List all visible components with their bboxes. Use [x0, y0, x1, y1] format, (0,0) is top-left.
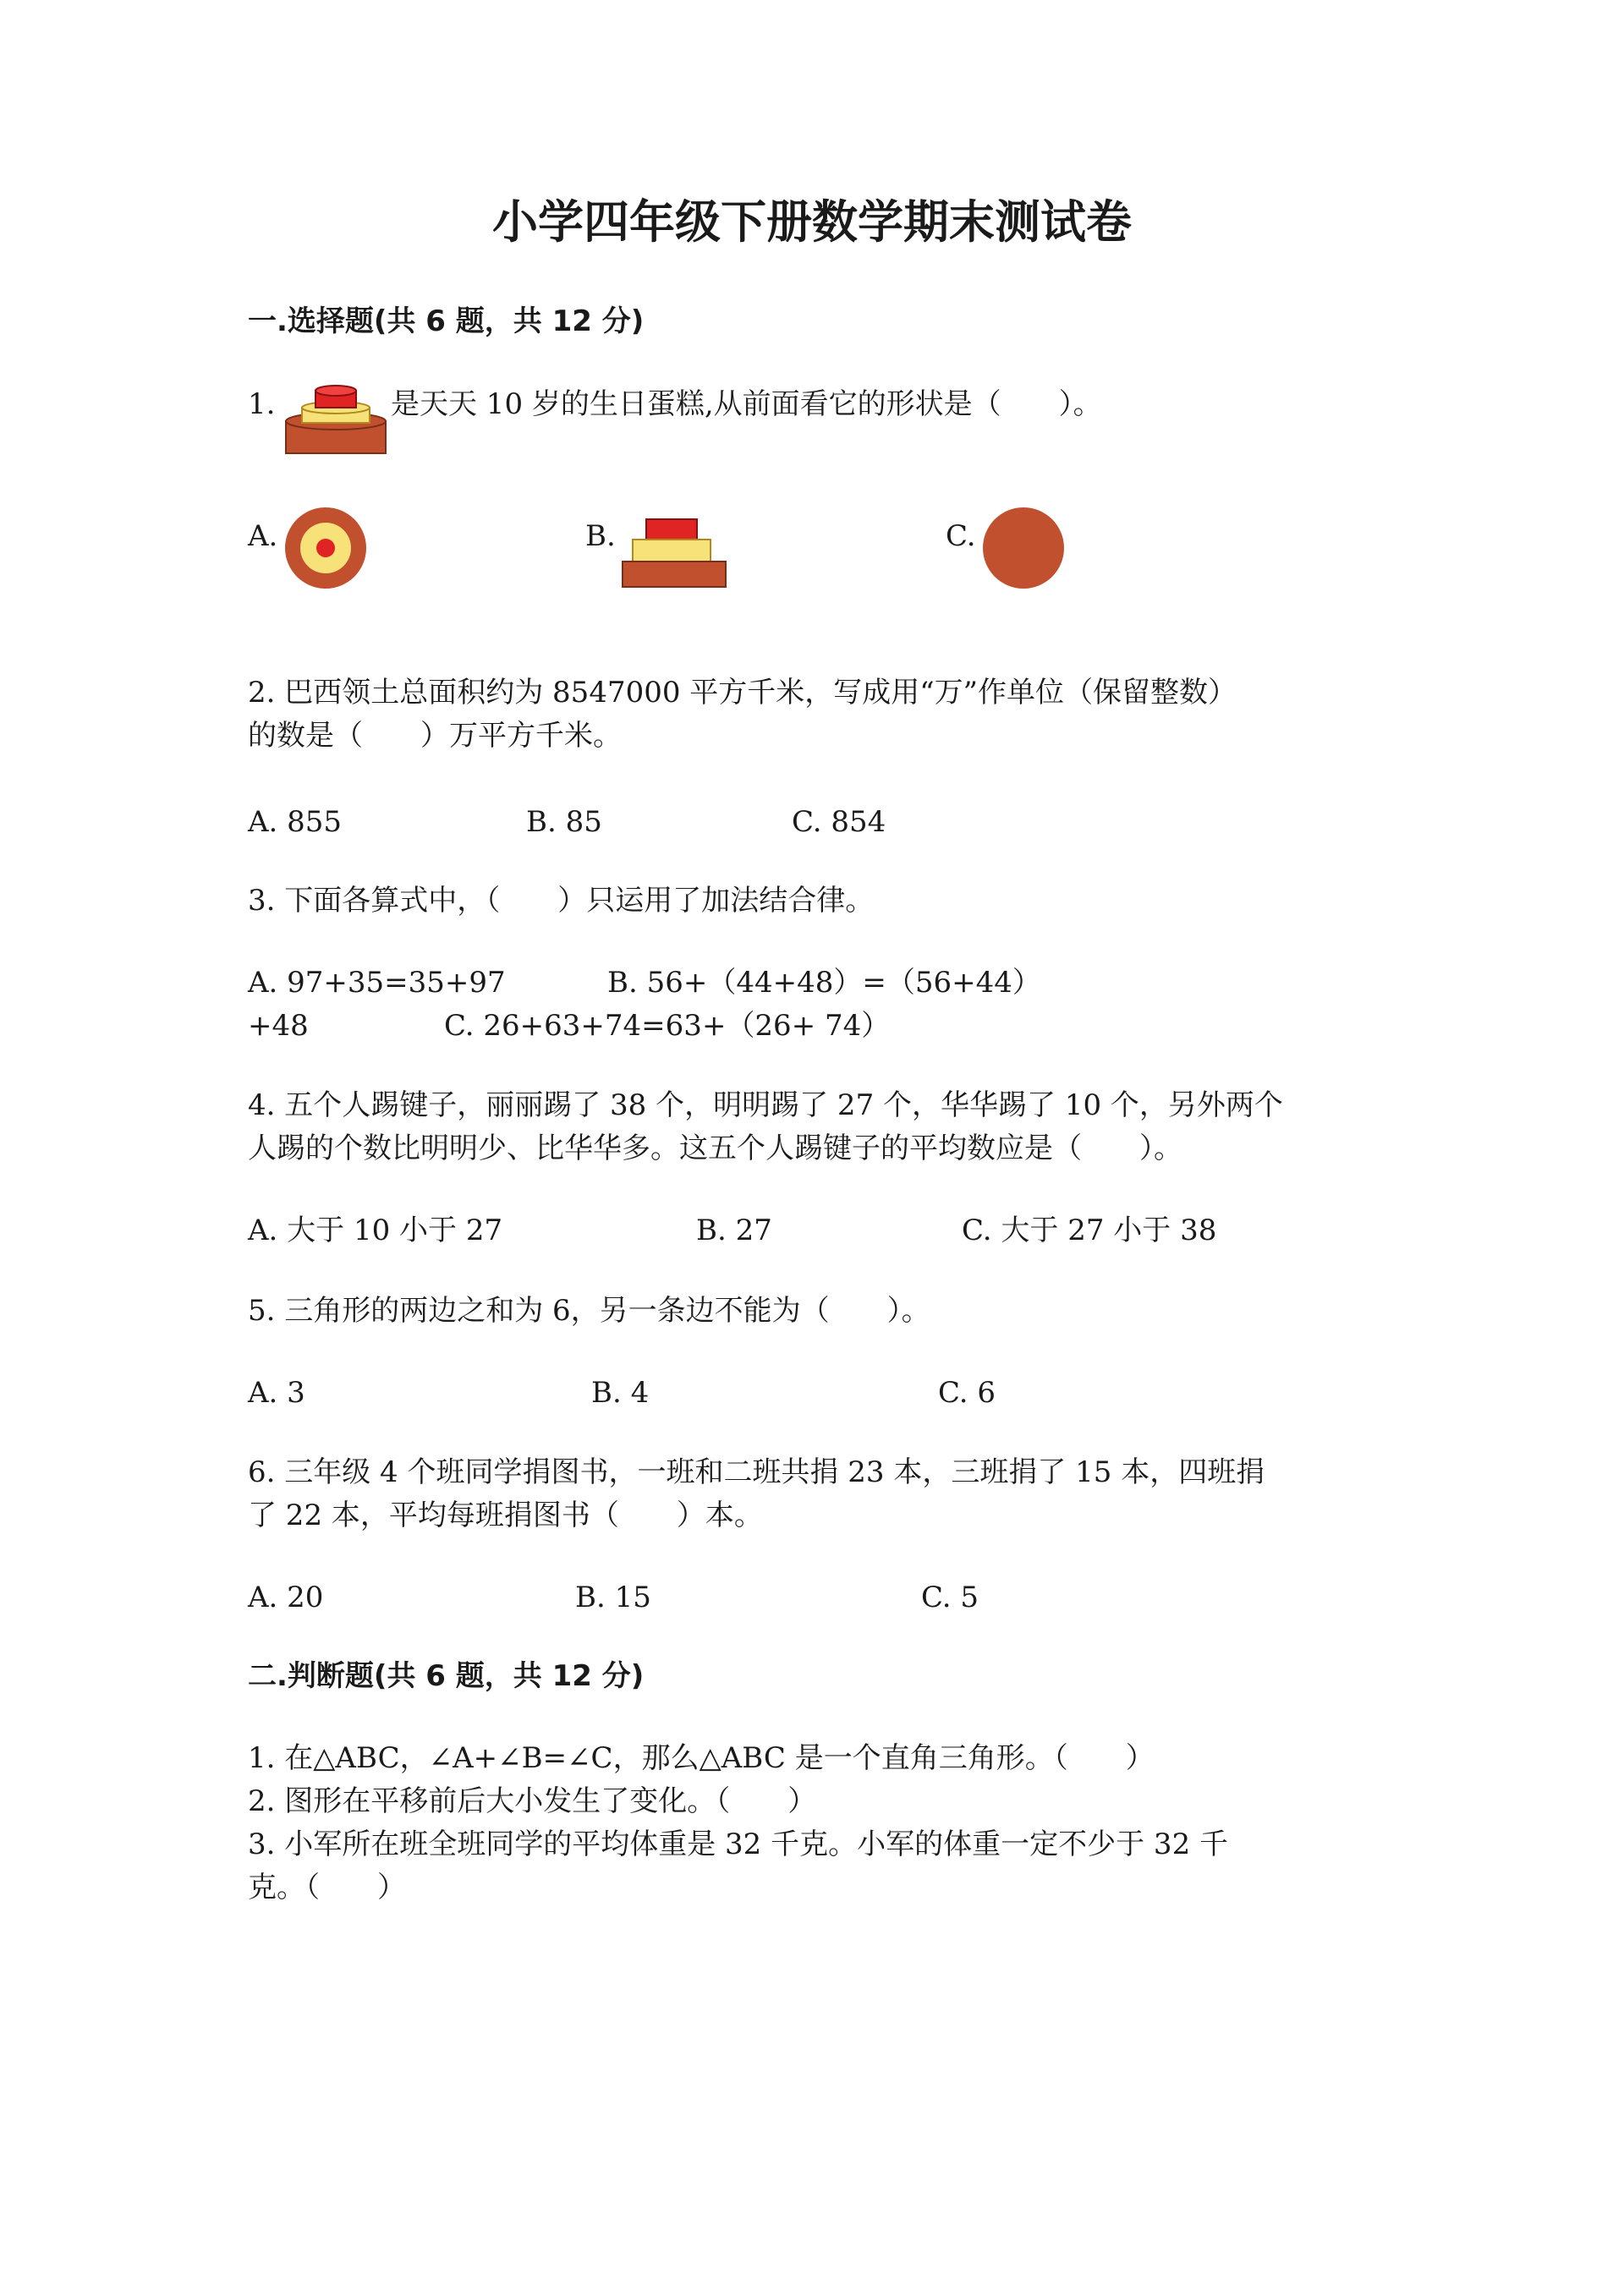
q2-option-b: B. 85 [526, 805, 602, 839]
q6-line2: 了 22 本，平均每班捐图书（ ）本。 [248, 1499, 763, 1532]
q3-option-b: B. 56+（44+48）=（56+44） [607, 966, 1041, 1000]
q1-option-a-label: A. [248, 519, 278, 553]
option-c-circle-image [981, 506, 1066, 590]
q5-line1: 5. 三角形的两边之和为 6，另一条边不能为（ ）。 [248, 1294, 930, 1328]
q2-option-c: C. 854 [792, 805, 886, 839]
q3-option-a: A. 97+35=35+97 [248, 966, 506, 1000]
q2-line2: 的数是（ ）万平方千米。 [248, 719, 622, 753]
tf-question-2: 2. 图形在平移前后大小发生了变化。（ ） [248, 1784, 817, 1818]
tf-question-3-line2: 克。（ ） [248, 1871, 406, 1904]
tf-question-3-line1: 3. 小军所在班全班同学的平均体重是 32 千克。小军的体重一定不少于 32 千 [248, 1827, 1229, 1861]
q4-option-c: C. 大于 27 小于 38 [962, 1214, 1217, 1247]
q1-option-b-label: B. [585, 519, 616, 553]
section-heading-true-false: 二.判断题(共 6 题，共 12 分) [248, 1659, 645, 1693]
q5-option-c: C. 6 [938, 1376, 996, 1410]
tf-question-1: 1. 在△ABC，∠A+∠B=∠C，那么△ABC 是一个直角三角形。（ ） [248, 1741, 1155, 1775]
q1-option-c-label: C. [946, 519, 976, 553]
q6-line1: 6. 三年级 4 个班同学捐图书，一班和二班共捐 23 本，三班捐了 15 本，四班捐 [248, 1455, 1265, 1489]
q3-option-b-continued: +48 [248, 1009, 309, 1043]
q3-option-c: C. 26+63+74=63+（26+ 74） [444, 1009, 891, 1043]
q3-line1: 3. 下面各算式中，（ ）只运用了加法结合律。 [248, 884, 875, 918]
cake-image [282, 382, 392, 458]
q1-text: 是天天 10 岁的生日蛋糕,从前面看它的形状是（ ）。 [391, 387, 1102, 421]
q5-option-a: A. 3 [248, 1376, 305, 1410]
q4-option-a: A. 大于 10 小于 27 [248, 1214, 503, 1247]
q6-option-c: C. 5 [921, 1581, 979, 1614]
q4-option-b: B. 27 [696, 1214, 772, 1247]
q6-option-a: A. 20 [248, 1581, 324, 1614]
option-b-stacked-rectangles-image [621, 518, 729, 590]
option-a-concentric-circles-image [283, 506, 368, 590]
q4-line2: 人踢的个数比明明少、比华华多。这五个人踢键子的平均数应是（ ）。 [248, 1132, 1182, 1165]
section-heading-choice: 一.选择题(共 6 题，共 12 分) [248, 304, 645, 338]
q4-line1: 4. 五个人踢键子，丽丽踢了 38 个，明明踢了 27 个，华华踢了 10 个，另外两个 [248, 1088, 1283, 1122]
q2-option-a: A. 855 [248, 805, 343, 839]
q6-option-b: B. 15 [575, 1581, 651, 1614]
page-title: 小学四年级下册数学期末测试卷 [492, 195, 1132, 249]
q2-line1: 2. 巴西领土总面积约为 8547000 平方千米，写成用“万”作单位（保留整数） [248, 676, 1237, 710]
q1-number: 1. [248, 387, 276, 421]
q5-option-b: B. 4 [591, 1376, 650, 1410]
